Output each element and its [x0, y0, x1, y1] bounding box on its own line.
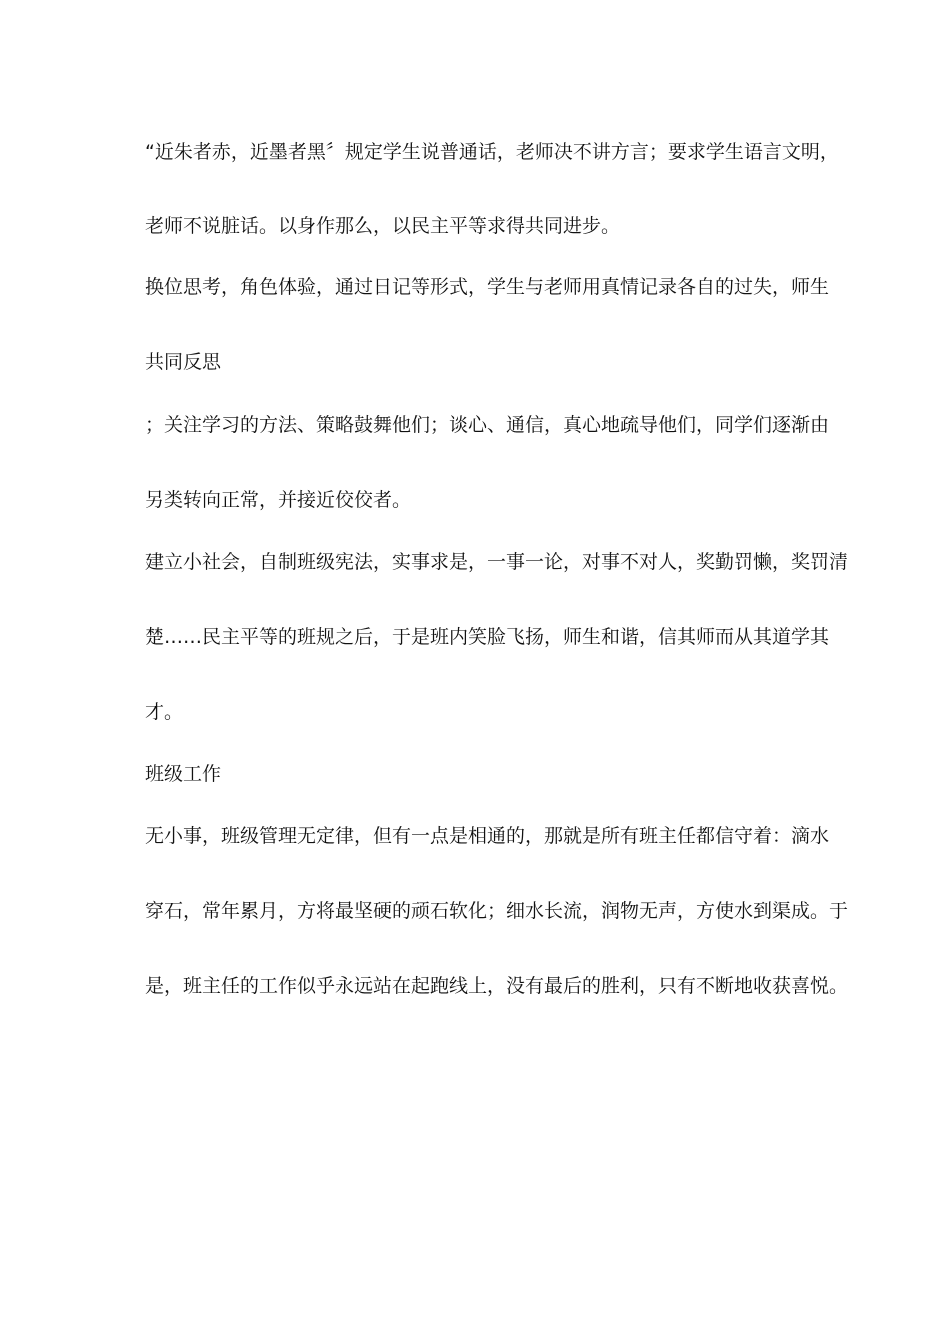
- text-line: 建立小社会，自制班级宪法，实事求是，一事一论，对事不对人，奖勤罚懒，奖罚清: [145, 551, 849, 573]
- text-line: 才。: [145, 701, 184, 723]
- text-line: 另类转向正常，并接近佼佼者。: [145, 489, 412, 511]
- text-line: “近朱者赤，近墨者黑〞规定学生说普通话，老师决不讲方言；要求学生语言文明，: [145, 141, 839, 163]
- text-line: 共同反思: [145, 351, 222, 373]
- text-line: 无小事，班级管理无定律，但有一点是相通的，那就是所有班主任都信守着：滴水: [145, 825, 830, 847]
- text-line: 老师不说脏话。以身作那么，以民主平等求得共同进步。: [145, 215, 621, 237]
- text-line: 是，班主任的工作似乎永远站在起跑线上，没有最后的胜利，只有不断地收获喜悦。: [145, 975, 849, 997]
- text-line: ；关注学习的方法、策略鼓舞他们；谈心、通信，真心地疏导他们，同学们逐渐由: [145, 414, 830, 436]
- section-heading: 班级工作: [145, 763, 222, 785]
- text-line: 换位思考，角色体验，通过日记等形式，学生与老师用真情记录各自的过失，师生: [145, 276, 830, 298]
- text-line: 穿石，常年累月，方将最坚硬的顽石软化；细水长流，润物无声，方使水到渠成。于: [145, 900, 849, 922]
- text-line: 楚……民主平等的班规之后，于是班内笑脸飞扬，师生和谐，信其师而从其道学其: [145, 626, 830, 648]
